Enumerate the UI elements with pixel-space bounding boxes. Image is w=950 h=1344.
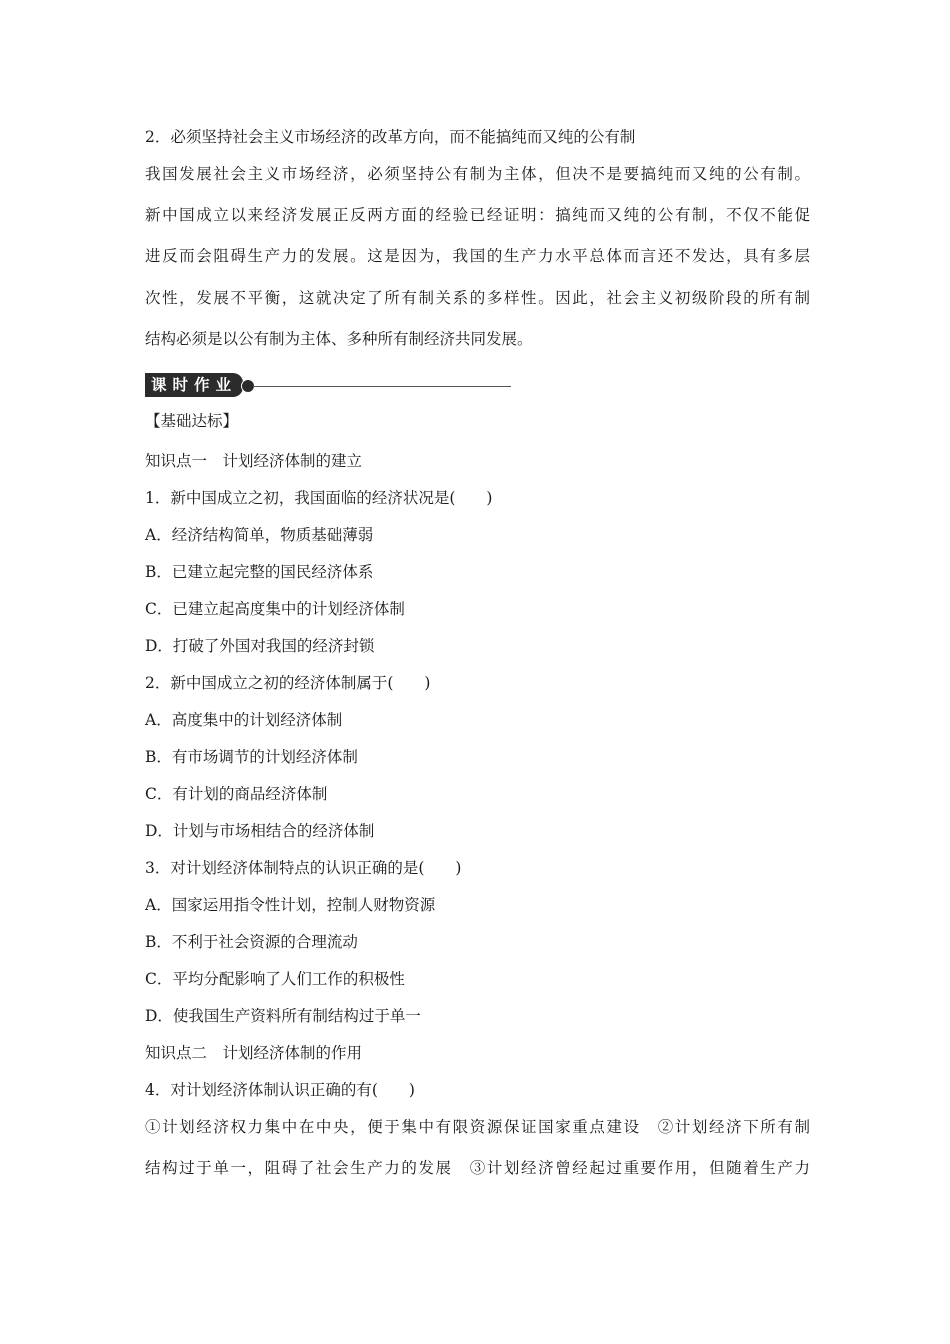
answer-option: B．有市场调节的计划经济体制 (145, 748, 358, 766)
section-heading: 2．必须坚持社会主义市场经济的改革方向，而不能搞纯而又纯的公有制 (145, 128, 636, 146)
paragraph-line: 我国发展社会主义市场经济，必须坚持公有制为主体，但决不是要搞纯而又纯的公有制。 (145, 165, 810, 183)
paragraph-line: 新中国成立以来经济发展正反两方面的经验已经证明：搞纯而又纯的公有制，不仅不能促 (145, 206, 810, 224)
statement-line: ①计划经济权力集中在中央，便于集中有限资源保证国家重点建设 ②计划经济下所有制 (145, 1118, 810, 1136)
statement-line: 结构过于单一，阻碍了社会生产力的发展 ③计划经济曾经起过重要作用，但随着生产力 (145, 1159, 810, 1177)
answer-option: B．不利于社会资源的合理流动 (145, 933, 358, 951)
answer-option: C．平均分配影响了人们工作的积极性 (145, 970, 405, 988)
answer-option: A．国家运用指令性计划，控制人财物资源 (145, 896, 436, 914)
answer-option: D．打破了外国对我国的经济封锁 (145, 637, 375, 655)
paragraph-line: 结构必须是以公有制为主体、多种所有制经济共同发展。 (145, 330, 533, 348)
paragraph-line: 次性，发展不平衡，这就决定了所有制关系的多样性。因此，社会主义初级阶段的所有制 (145, 289, 810, 307)
banner-divider (253, 386, 511, 387)
section-banner (145, 372, 515, 398)
answer-option: D．使我国生产资料所有制结构过于单一 (145, 1007, 421, 1025)
question-stem: 3．对计划经济体制特点的认识正确的是( ) (145, 859, 462, 877)
banner-title: 课时作业 (151, 376, 238, 394)
knowledge-point-title: 知识点一 计划经济体制的建立 (145, 452, 363, 470)
knowledge-point-title: 知识点二 计划经济体制的作用 (145, 1044, 363, 1062)
question-stem: 2．新中国成立之初的经济体制属于( ) (145, 674, 431, 692)
question-stem: 4．对计划经济体制认识正确的有( ) (145, 1081, 415, 1099)
answer-option: B．已建立起完整的国民经济体系 (145, 563, 374, 581)
question-stem: 1．新中国成立之初，我国面临的经济状况是( ) (145, 489, 493, 507)
answer-option: A．经济结构简单，物质基础薄弱 (145, 526, 374, 544)
answer-option: C．有计划的商品经济体制 (145, 785, 328, 803)
answer-option: D．计划与市场相结合的经济体制 (145, 822, 375, 840)
level-label: 【基础达标】 (145, 412, 239, 430)
answer-option: A．高度集中的计划经济体制 (145, 711, 343, 729)
paragraph-line: 进反而会阻碍生产力的发展。这是因为，我国的生产力水平总体而言还不发达，具有多层 (145, 247, 810, 265)
answer-option: C．已建立起高度集中的计划经济体制 (145, 600, 405, 618)
